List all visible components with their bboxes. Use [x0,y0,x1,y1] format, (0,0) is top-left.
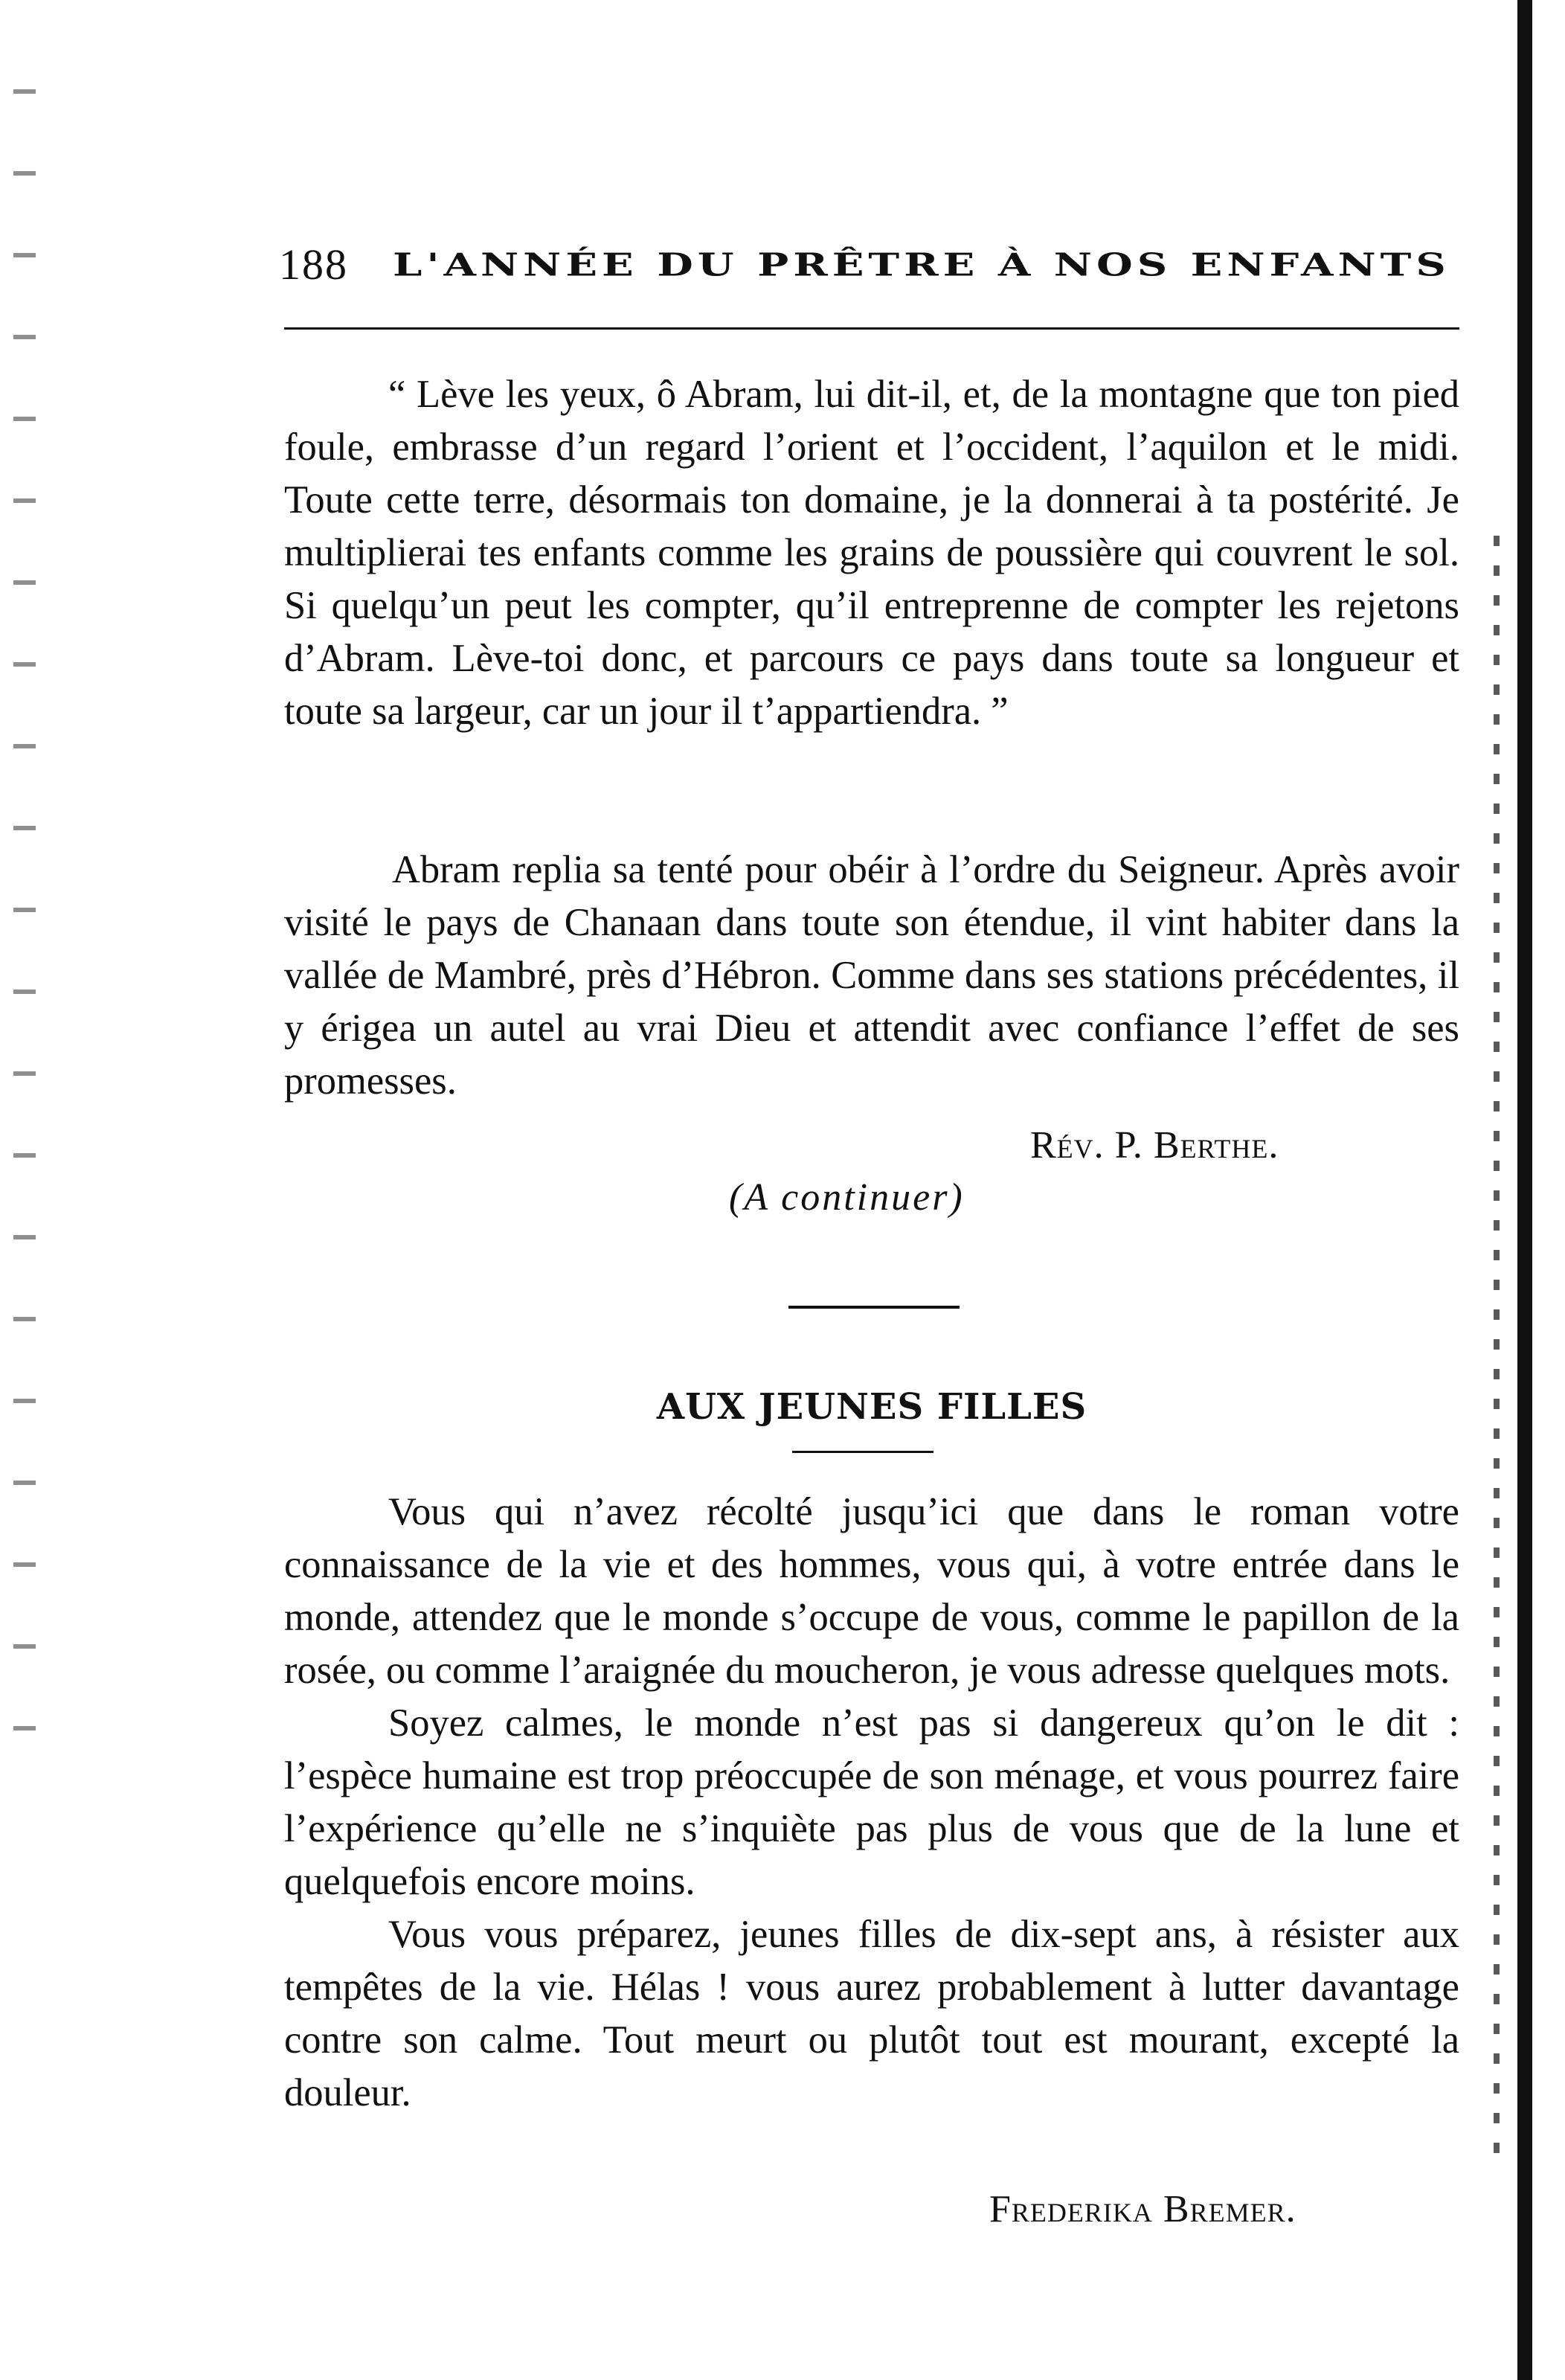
article2-signature: Frederika Bremer. [989,2188,1296,2230]
article1-signature: Rév. P. Berthe. [1030,1124,1279,1167]
running-header [279,240,1454,299]
header-rule [284,327,1459,330]
running-title: L'ANNÉE DU PRÊTRE À NOS ENFANTS [393,246,1450,283]
section-divider [788,1306,960,1309]
title-underline [792,1451,933,1453]
article1-paragraph-2: Abram replia sa tenté pour obéir à l’ordre du Seigneur. Après avoir visité le pays de Chanaan dans toute son étendue, il vint habiter dans la vallée de Mambré, près d’Hébron. Comme dans ses stations précédentes, il y érigea un autel au vrai Dieu et attendit avec confiance l’effet de ses promesses. [284,848,1459,1103]
article1-paragraph-1: “ Lève les yeux, ô Abram, lui dit-il, et, de la montagne que ton pied foule, embrasse d’un regard l’orient et l’occident, l’aquilon et le midi. Toute cette terre, désormais ton domaine, je la donnerai à ta postérité. Je multiplierai tes enfants comme les grains de poussière qui couvrent le sol. Si quelqu’un peut les compter, qu’il entreprenne de compter les rejetons d’Abram. Lève-toi donc, et parcours ce pays dans toute sa longueur et toute sa largeur, car un jour il t’appartiendra. ” [284,373,1459,733]
article1-body [284,844,1459,1108]
article2-paragraph-1: Vous qui n’avez récolté jusqu’ici que dans le roman votre connaissance de la vie et des hommes, vous qui, à votre entrée dans le monde, attendez que le monde s’occupe de vous, comme le papillon de la rosée, ou comme l’araignée du moucheron, je vous adresse quelques mots. [284,1490,1459,1692]
article2-paragraph-3: Vous vous préparez, jeunes filles de dix-sept ans, à résister aux tempêtes de la vie. Hélas ! vous aurez probablement à lutter davantage contre son calme. Tout meurt ou plutôt tout est mourant, excepté la douleur. [284,1913,1459,2114]
page-edge-shadow [1494,536,1500,2172]
continued-note: (A continuer) [729,1176,965,1219]
article2-paragraph-2: Soyez calmes, le monde n’est pas si dangereux qu’on le dit : l’espèce humaine est trop préoccupée de son ménage, et vous pourrez faire l’expérience qu’elle ne s’inquiète pas plus de vous que de la lune et quelquefois encore moins. [284,1701,1459,1903]
article2-title: AUX JEUNES FILLES [656,1386,1087,1428]
page-number: 188 [279,240,348,289]
article1-quote [284,368,1459,738]
article2-body [284,1486,1459,2120]
page-edge-left [13,89,36,1800]
page-edge-right [1517,0,1532,2380]
